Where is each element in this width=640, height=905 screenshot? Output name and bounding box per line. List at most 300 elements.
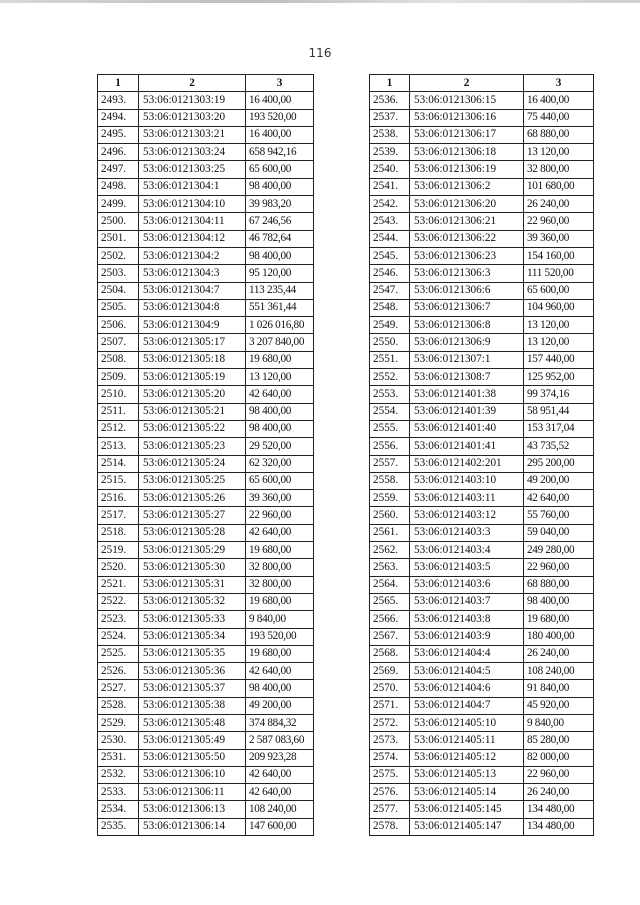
table-row — [370, 714, 594, 731]
cadastral-number: 53:06:0121403:7 — [410, 593, 524, 610]
value: 19 680,00 — [246, 645, 314, 662]
value: 295 200,00 — [524, 455, 594, 472]
value: 22 960,00 — [524, 766, 594, 783]
row-number: 2528. — [98, 697, 139, 714]
value: 42 640,00 — [246, 784, 314, 801]
cadastral-number: 53:06:0121401:41 — [410, 438, 524, 455]
cadastral-number: 53:06:0121305:37 — [139, 680, 246, 697]
header-col-1: 1 — [370, 75, 410, 92]
row-number: 2536. — [370, 92, 410, 109]
table-row — [98, 455, 314, 472]
row-number: 2531. — [98, 749, 139, 766]
value: 13 120,00 — [524, 334, 594, 351]
cadastral-number: 53:06:0121306:15 — [410, 92, 524, 109]
header-row — [98, 75, 314, 92]
value: 209 923,28 — [246, 749, 314, 766]
row-number: 2544. — [370, 230, 410, 247]
table-row — [98, 317, 314, 334]
cadastral-number: 53:06:0121304:2 — [139, 247, 246, 264]
row-number: 2494. — [98, 109, 139, 126]
table-row — [370, 611, 594, 628]
value: 98 400,00 — [246, 178, 314, 195]
row-number: 2526. — [98, 663, 139, 680]
table-row — [98, 299, 314, 316]
row-number: 2555. — [370, 420, 410, 437]
cadastral-number: 53:06:0121305:48 — [139, 714, 246, 731]
table-row — [370, 126, 594, 143]
cadastral-number: 53:06:0121401:40 — [410, 420, 524, 437]
table-row — [98, 576, 314, 593]
header-col-1: 1 — [98, 75, 139, 92]
row-number: 2525. — [98, 645, 139, 662]
row-number: 2493. — [98, 92, 139, 109]
value: 26 240,00 — [524, 196, 594, 213]
table-row — [98, 282, 314, 299]
cadastral-number: 53:06:0121303:21 — [139, 126, 246, 143]
value: 45 920,00 — [524, 697, 594, 714]
page-number: 116 — [308, 46, 332, 60]
value: 3 207 840,00 — [246, 334, 314, 351]
cadastral-number: 53:06:0121303:24 — [139, 144, 246, 161]
row-number: 2564. — [370, 576, 410, 593]
header-row — [370, 75, 594, 92]
row-number: 2527. — [98, 680, 139, 697]
table-row — [98, 403, 314, 420]
table-row — [98, 265, 314, 282]
row-number: 2537. — [370, 109, 410, 126]
cadastral-number: 53:06:0121305:35 — [139, 645, 246, 662]
value: 16 400,00 — [246, 92, 314, 109]
row-number: 2550. — [370, 334, 410, 351]
row-number: 2573. — [370, 732, 410, 749]
row-number: 2549. — [370, 317, 410, 334]
value: 32 800,00 — [524, 161, 594, 178]
table-row — [370, 818, 594, 835]
cadastral-number: 53:06:0121402:201 — [410, 455, 524, 472]
row-number: 2541. — [370, 178, 410, 195]
left-table — [97, 74, 314, 836]
row-number: 2529. — [98, 714, 139, 731]
table-row — [370, 455, 594, 472]
table-row — [98, 438, 314, 455]
cadastral-number: 53:06:0121304:1 — [139, 178, 246, 195]
table-row — [370, 663, 594, 680]
cadastral-number: 53:06:0121306:7 — [410, 299, 524, 316]
table-row — [370, 282, 594, 299]
value: 9 840,00 — [524, 714, 594, 731]
value: 26 240,00 — [524, 784, 594, 801]
value: 98 400,00 — [246, 680, 314, 697]
table-row — [98, 663, 314, 680]
value: 68 880,00 — [524, 126, 594, 143]
cadastral-number: 53:06:0121305:50 — [139, 749, 246, 766]
value: 9 840,00 — [246, 611, 314, 628]
cadastral-number: 53:06:0121405:147 — [410, 818, 524, 835]
table-row — [98, 766, 314, 783]
cadastral-number: 53:06:0121405:145 — [410, 801, 524, 818]
value: 111 520,00 — [524, 265, 594, 282]
cadastral-number: 53:06:0121305:26 — [139, 490, 246, 507]
row-number: 2572. — [370, 714, 410, 731]
value: 65 600,00 — [524, 282, 594, 299]
value: 59 040,00 — [524, 524, 594, 541]
value: 46 782,64 — [246, 230, 314, 247]
row-number: 2506. — [98, 317, 139, 334]
cadastral-number: 53:06:0121305:24 — [139, 455, 246, 472]
value: 32 800,00 — [246, 576, 314, 593]
value: 42 640,00 — [246, 663, 314, 680]
cadastral-number: 53:06:0121403:6 — [410, 576, 524, 593]
table-row — [98, 420, 314, 437]
cadastral-number: 53:06:0121305:32 — [139, 593, 246, 610]
table-row — [98, 178, 314, 195]
value: 249 280,00 — [524, 542, 594, 559]
row-number: 2505. — [98, 299, 139, 316]
row-number: 2533. — [98, 784, 139, 801]
table-row — [98, 126, 314, 143]
value: 551 361,44 — [246, 299, 314, 316]
table-row — [98, 144, 314, 161]
value: 108 240,00 — [246, 801, 314, 818]
value: 13 120,00 — [524, 144, 594, 161]
table-row — [370, 559, 594, 576]
value: 193 520,00 — [246, 628, 314, 645]
row-number: 2565. — [370, 593, 410, 610]
value: 65 600,00 — [246, 161, 314, 178]
row-number: 2519. — [98, 542, 139, 559]
cadastral-number: 53:06:0121306:21 — [410, 213, 524, 230]
cadastral-number: 53:06:0121306:22 — [410, 230, 524, 247]
table-row — [370, 247, 594, 264]
table-row — [370, 542, 594, 559]
value: 68 880,00 — [524, 576, 594, 593]
row-number: 2557. — [370, 455, 410, 472]
table-row — [370, 369, 594, 386]
row-number: 2501. — [98, 230, 139, 247]
cadastral-number: 53:06:0121304:9 — [139, 317, 246, 334]
cadastral-number: 53:06:0121306:2 — [410, 178, 524, 195]
row-number: 2560. — [370, 507, 410, 524]
table-row — [370, 144, 594, 161]
value: 193 520,00 — [246, 109, 314, 126]
value: 154 160,00 — [524, 247, 594, 264]
row-number: 2571. — [370, 697, 410, 714]
row-number: 2547. — [370, 282, 410, 299]
row-number: 2504. — [98, 282, 139, 299]
value: 157 440,00 — [524, 351, 594, 368]
row-number: 2568. — [370, 645, 410, 662]
cadastral-number: 53:06:0121306:19 — [410, 161, 524, 178]
value: 39 983,20 — [246, 196, 314, 213]
row-number: 2532. — [98, 766, 139, 783]
row-number: 2518. — [98, 524, 139, 541]
cadastral-number: 53:06:0121403:3 — [410, 524, 524, 541]
value: 65 600,00 — [246, 472, 314, 489]
cadastral-number: 53:06:0121403:8 — [410, 611, 524, 628]
value: 1 026 016,80 — [246, 317, 314, 334]
table-row — [370, 299, 594, 316]
table-row — [98, 386, 314, 403]
table-row — [370, 507, 594, 524]
table-row — [370, 334, 594, 351]
value: 19 680,00 — [246, 542, 314, 559]
value: 22 960,00 — [524, 559, 594, 576]
value: 39 360,00 — [524, 230, 594, 247]
value: 85 280,00 — [524, 732, 594, 749]
table-row — [98, 369, 314, 386]
table-row — [370, 161, 594, 178]
cadastral-number: 53:06:0121306:20 — [410, 196, 524, 213]
cadastral-number: 53:06:0121305:19 — [139, 369, 246, 386]
cadastral-number: 53:06:0121305:17 — [139, 334, 246, 351]
cadastral-number: 53:06:0121306:13 — [139, 801, 246, 818]
row-number: 2534. — [98, 801, 139, 818]
cadastral-number: 53:06:0121306:16 — [410, 109, 524, 126]
table-row — [370, 109, 594, 126]
row-number: 2540. — [370, 161, 410, 178]
table-row — [98, 247, 314, 264]
table-row — [370, 92, 594, 109]
table-row — [370, 784, 594, 801]
value: 22 960,00 — [524, 213, 594, 230]
cadastral-number: 53:06:0121405:10 — [410, 714, 524, 731]
cadastral-number: 53:06:0121303:19 — [139, 92, 246, 109]
cadastral-number: 53:06:0121404:4 — [410, 645, 524, 662]
cadastral-number: 53:06:0121404:5 — [410, 663, 524, 680]
table-row — [370, 317, 594, 334]
value: 374 884,32 — [246, 714, 314, 731]
cadastral-number: 53:06:0121306:23 — [410, 247, 524, 264]
cadastral-number: 53:06:0121306:14 — [139, 818, 246, 835]
cadastral-number: 53:06:0121304:8 — [139, 299, 246, 316]
table-row — [370, 178, 594, 195]
cadastral-number: 53:06:0121405:14 — [410, 784, 524, 801]
value: 58 951,44 — [524, 403, 594, 420]
value: 134 480,00 — [524, 801, 594, 818]
header-col-3: 3 — [524, 75, 594, 92]
row-number: 2497. — [98, 161, 139, 178]
row-number: 2500. — [98, 213, 139, 230]
value: 82 000,00 — [524, 749, 594, 766]
table-row — [98, 472, 314, 489]
value: 101 680,00 — [524, 178, 594, 195]
row-number: 2546. — [370, 265, 410, 282]
cadastral-number: 53:06:0121306:17 — [410, 126, 524, 143]
scan-edge — [0, 0, 640, 3]
row-number: 2499. — [98, 196, 139, 213]
value: 19 680,00 — [524, 611, 594, 628]
table-row — [98, 161, 314, 178]
cadastral-number: 53:06:0121304:10 — [139, 196, 246, 213]
cadastral-number: 53:06:0121304:3 — [139, 265, 246, 282]
row-number: 2562. — [370, 542, 410, 559]
table-row — [98, 507, 314, 524]
row-number: 2507. — [98, 334, 139, 351]
row-number: 2553. — [370, 386, 410, 403]
row-number: 2576. — [370, 784, 410, 801]
row-number: 2520. — [98, 559, 139, 576]
cadastral-number: 53:06:0121306:3 — [410, 265, 524, 282]
row-number: 2552. — [370, 369, 410, 386]
value: 98 400,00 — [246, 420, 314, 437]
row-number: 2510. — [98, 386, 139, 403]
row-number: 2495. — [98, 126, 139, 143]
table-row — [370, 576, 594, 593]
cadastral-number: 53:06:0121304:7 — [139, 282, 246, 299]
row-number: 2543. — [370, 213, 410, 230]
row-number: 2535. — [98, 818, 139, 835]
cadastral-number: 53:06:0121305:30 — [139, 559, 246, 576]
cadastral-number: 53:06:0121306:8 — [410, 317, 524, 334]
cadastral-number: 53:06:0121306:6 — [410, 282, 524, 299]
table-row — [370, 490, 594, 507]
row-number: 2574. — [370, 749, 410, 766]
cadastral-number: 53:06:0121305:22 — [139, 420, 246, 437]
cadastral-number: 53:06:0121307:1 — [410, 351, 524, 368]
right-table-body — [370, 92, 594, 836]
table-row — [98, 818, 314, 835]
table-row — [370, 230, 594, 247]
cadastral-number: 53:06:0121305:23 — [139, 438, 246, 455]
cadastral-number: 53:06:0121305:28 — [139, 524, 246, 541]
cadastral-number: 53:06:0121403:12 — [410, 507, 524, 524]
value: 104 960,00 — [524, 299, 594, 316]
row-number: 2508. — [98, 351, 139, 368]
value: 113 235,44 — [246, 282, 314, 299]
table-row — [370, 628, 594, 645]
value: 98 400,00 — [246, 403, 314, 420]
row-number: 2517. — [98, 507, 139, 524]
cadastral-number: 53:06:0121306:9 — [410, 334, 524, 351]
row-number: 2523. — [98, 611, 139, 628]
cadastral-number: 53:06:0121305:49 — [139, 732, 246, 749]
table-row — [98, 611, 314, 628]
cadastral-number: 53:06:0121403:4 — [410, 542, 524, 559]
value: 42 640,00 — [524, 490, 594, 507]
value: 42 640,00 — [246, 524, 314, 541]
value: 26 240,00 — [524, 645, 594, 662]
table-row — [98, 196, 314, 213]
table-row — [370, 351, 594, 368]
table-row — [370, 645, 594, 662]
row-number: 2522. — [98, 593, 139, 610]
cadastral-number: 53:06:0121306:11 — [139, 784, 246, 801]
row-number: 2556. — [370, 438, 410, 455]
row-number: 2570. — [370, 680, 410, 697]
header-col-2: 2 — [139, 75, 246, 92]
cadastral-number: 53:06:0121305:38 — [139, 697, 246, 714]
row-number: 2569. — [370, 663, 410, 680]
row-number: 2567. — [370, 628, 410, 645]
table-row — [370, 749, 594, 766]
row-number: 2542. — [370, 196, 410, 213]
value: 19 680,00 — [246, 593, 314, 610]
cadastral-number: 53:06:0121306:18 — [410, 144, 524, 161]
table-row — [370, 438, 594, 455]
value: 658 942,16 — [246, 144, 314, 161]
table-row — [370, 196, 594, 213]
table-row — [98, 109, 314, 126]
table-row — [370, 732, 594, 749]
table-row — [370, 593, 594, 610]
value: 29 520,00 — [246, 438, 314, 455]
value: 16 400,00 — [524, 92, 594, 109]
table-row — [370, 524, 594, 541]
cadastral-number: 53:06:0121405:11 — [410, 732, 524, 749]
value: 49 200,00 — [524, 472, 594, 489]
value: 16 400,00 — [246, 126, 314, 143]
row-number: 2513. — [98, 438, 139, 455]
row-number: 2524. — [98, 628, 139, 645]
table-row — [98, 92, 314, 109]
value: 125 952,00 — [524, 369, 594, 386]
cadastral-number: 53:06:0121306:10 — [139, 766, 246, 783]
cadastral-number: 53:06:0121305:20 — [139, 386, 246, 403]
row-number: 2516. — [98, 490, 139, 507]
table-row — [370, 403, 594, 420]
table-row — [370, 680, 594, 697]
value: 42 640,00 — [246, 766, 314, 783]
cadastral-number: 53:06:0121403:5 — [410, 559, 524, 576]
row-number: 2503. — [98, 265, 139, 282]
table-row — [98, 213, 314, 230]
table-row — [370, 386, 594, 403]
table-row — [98, 351, 314, 368]
value: 22 960,00 — [246, 507, 314, 524]
table-row — [98, 230, 314, 247]
cadastral-number: 53:06:0121305:33 — [139, 611, 246, 628]
table-row — [98, 801, 314, 818]
value: 95 120,00 — [246, 265, 314, 282]
cadastral-number: 53:06:0121308:7 — [410, 369, 524, 386]
cadastral-number: 53:06:0121305:29 — [139, 542, 246, 559]
table-row — [370, 420, 594, 437]
row-number: 2558. — [370, 472, 410, 489]
row-number: 2509. — [98, 369, 139, 386]
table-row — [98, 784, 314, 801]
cadastral-number: 53:06:0121304:12 — [139, 230, 246, 247]
value: 13 120,00 — [524, 317, 594, 334]
cadastral-number: 53:06:0121401:38 — [410, 386, 524, 403]
cadastral-number: 53:06:0121405:12 — [410, 749, 524, 766]
cadastral-number: 53:06:0121305:36 — [139, 663, 246, 680]
value: 39 360,00 — [246, 490, 314, 507]
cadastral-number: 53:06:0121305:18 — [139, 351, 246, 368]
table-row — [370, 265, 594, 282]
row-number: 2530. — [98, 732, 139, 749]
table-row — [98, 645, 314, 662]
value: 147 600,00 — [246, 818, 314, 835]
value: 91 840,00 — [524, 680, 594, 697]
value: 67 246,56 — [246, 213, 314, 230]
row-number: 2566. — [370, 611, 410, 628]
table-row — [370, 801, 594, 818]
row-number: 2502. — [98, 247, 139, 264]
value: 98 400,00 — [524, 593, 594, 610]
row-number: 2578. — [370, 818, 410, 835]
value: 43 735,52 — [524, 438, 594, 455]
value: 153 317,04 — [524, 420, 594, 437]
value: 75 440,00 — [524, 109, 594, 126]
row-number: 2511. — [98, 403, 139, 420]
value: 134 480,00 — [524, 818, 594, 835]
value: 99 374,16 — [524, 386, 594, 403]
row-number: 2539. — [370, 144, 410, 161]
value: 19 680,00 — [246, 351, 314, 368]
value: 108 240,00 — [524, 663, 594, 680]
table-row — [98, 680, 314, 697]
table-row — [98, 628, 314, 645]
